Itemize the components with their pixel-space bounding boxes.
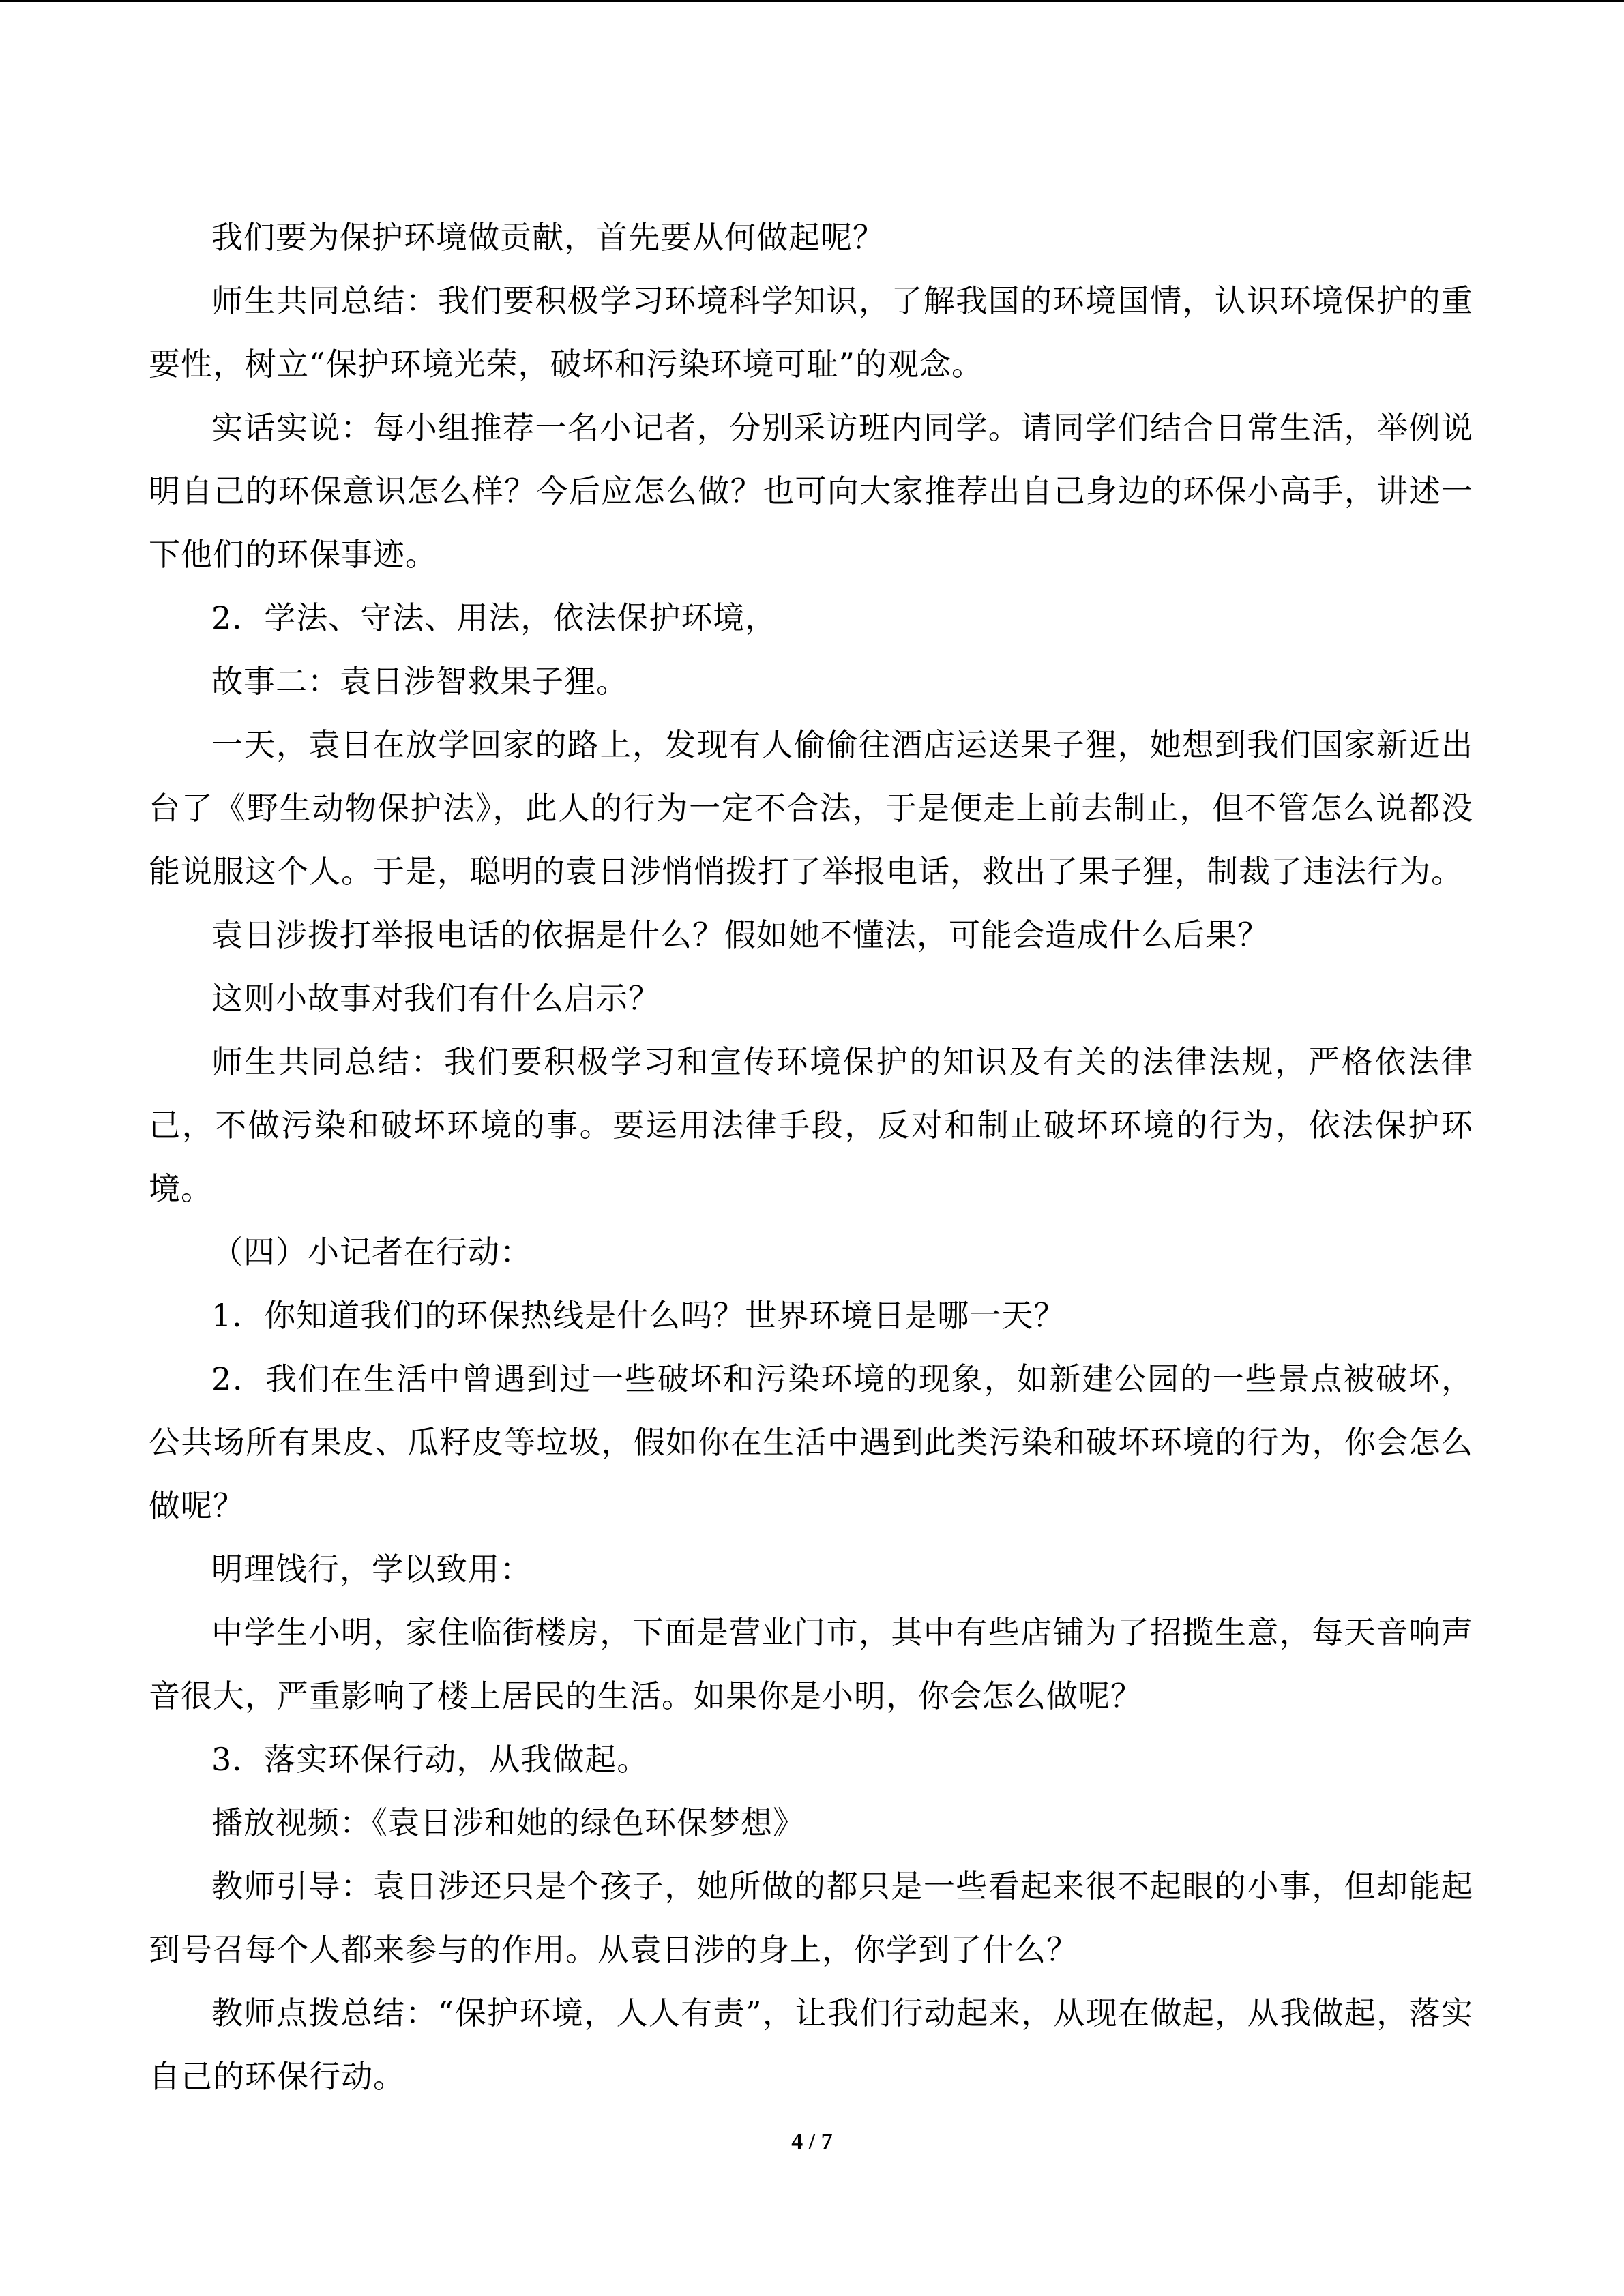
paragraph: 3．落实环保行动，从我做起。	[211, 1741, 649, 1778]
page-top-border	[0, 0, 1624, 2]
paragraph: 明理饯行，学以致用：	[211, 1551, 532, 1587]
document-body	[149, 206, 1473, 2108]
paragraph: 中学生小明，家住临街楼房，下面是营业门市，其中有些店铺为了招揽生意，每天音响声音很大，严重影响了楼上居民的生活。如果你是小明，你会怎么做呢？	[149, 1614, 1473, 1714]
paragraph: 2．我们在生活中曾遇到过一些破坏和污染环境的现象，如新建公园的一些景点被破坏，公共场所有果皮、瓜籽皮等垃圾，假如你在生活中遇到此类污染和破坏环境的行为，你会怎么做呢？	[149, 1360, 1473, 1524]
paragraph: 教师点拨总结：“保护环境，人人有责”，让我们行动起来，从现在做起，从我做起，落实自己的环保行动。	[149, 1995, 1473, 2095]
paragraph: 实话实说：每小组推荐一名小记者，分别采访班内同学。请同学们结合日常生活，举例说明自己的环保意识怎么样？今后应怎么做？也可向大家推荐出自己身边的环保小高手，讲述一下他们的环保事迹。	[149, 409, 1473, 573]
page-number: 4 / 7	[791, 2129, 833, 2154]
section-heading: （四）小记者在行动：	[211, 1234, 532, 1270]
paragraph: 我们要为保护环境做贡献，首先要从何做起呢？	[211, 219, 885, 256]
paragraph: 师生共同总结：我们要积极学习和宣传环境保护的知识及有关的法律法规，严格依法律己，不做污染和破坏环境的事。要运用法律手段，反对和制止破坏环境的行为，依法保护环境。	[149, 1043, 1473, 1207]
paragraph: 师生共同总结：我们要积极学习环境科学知识，了解我国的环境国情，认识环境保护的重要性，树立“保护环境光荣，破坏和污染环境可耻”的观念。	[149, 282, 1473, 383]
paragraph: 故事二：袁日涉智救果子狸。	[211, 663, 628, 700]
paragraph: 袁日涉拨打举报电话的依据是什么？假如她不懂法，可能会造成什么后果？	[211, 916, 1269, 953]
paragraph: 教师引导：袁日涉还只是个孩子，她所做的都只是一些看起来很不起眼的小事，但却能起到号召每个人都来参与的作用。从袁日涉的身上，你学到了什么？	[149, 1868, 1473, 1968]
paragraph: 2．学法、守法、用法，依法保护环境，	[211, 599, 778, 636]
paragraph: 一天，袁日在放学回家的路上，发现有人偷偷往酒店运送果子狸，她想到我们国家新近出台了《野生动物保护法》，此人的行为一定不合法，于是便走上前去制止，但不管怎么说都没能说服这个人。于是，聪明的袁日涉悄悄拨打了举报电话，救出了果子狸，制裁了违法行为。	[149, 726, 1473, 890]
paragraph: 1．你知道我们的环保热线是什么吗？世界环境日是哪一天？	[211, 1297, 1066, 1334]
paragraph: 这则小故事对我们有什么启示？	[211, 980, 660, 1017]
paragraph: 播放视频：《袁日涉和她的绿色环保梦想》	[211, 1804, 805, 1841]
